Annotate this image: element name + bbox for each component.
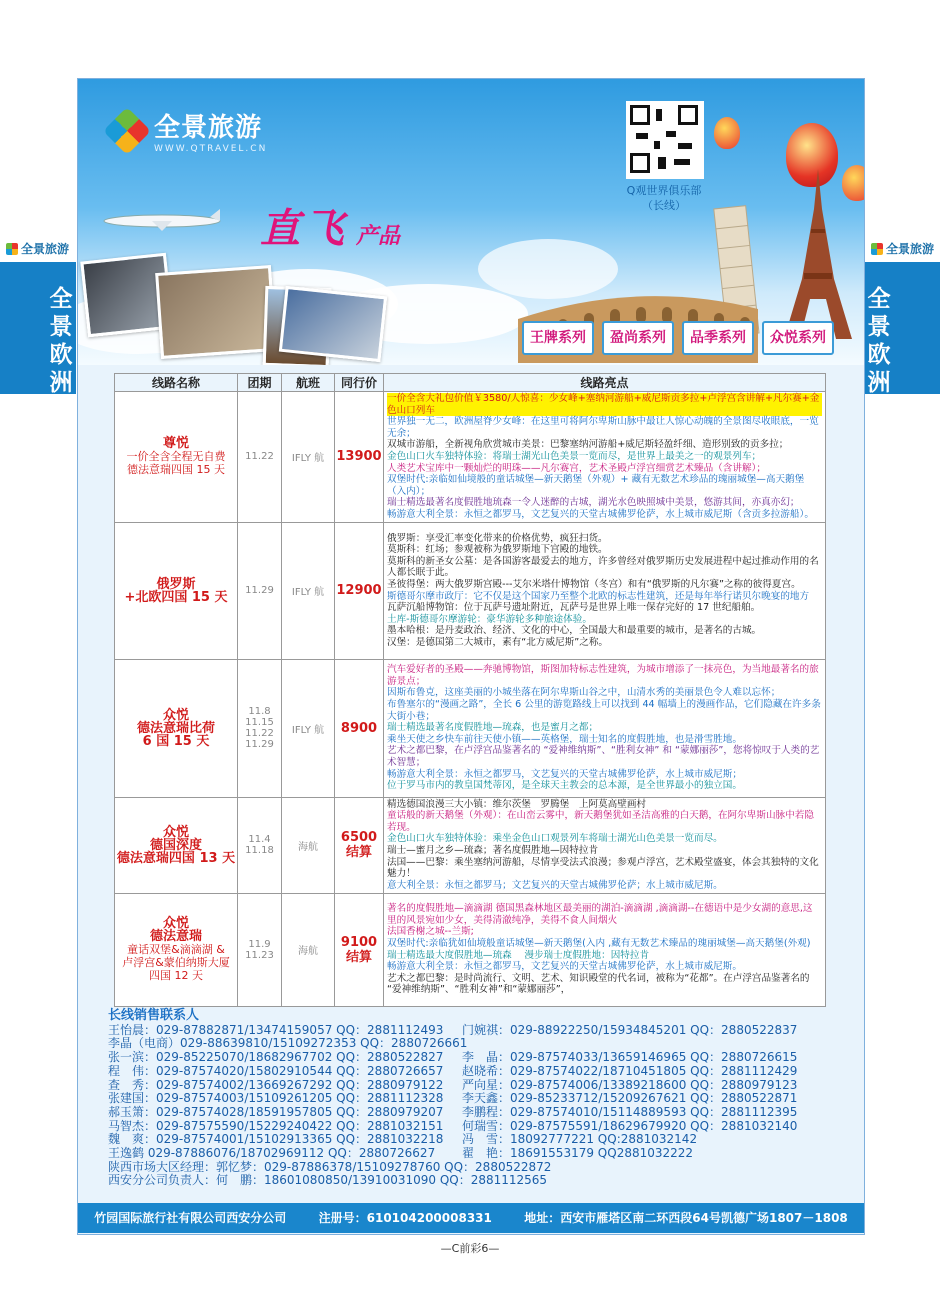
balloon-icon [714,117,740,149]
brochure-panel [77,78,865,1235]
route-highlights: 一价全含大礼包价值￥3580/人惊喜：少女峰+塞纳河游船+威尼斯贡多拉+卢浮宫含讲解+凡尔赛+金色山口列车 世界独一无二，欧洲屋脊少女峰：在这里可将阿尔卑斯山脉中最让人惊心动魄的全景图尽收眼底，一览无余； 双城市游船，全新视角欣赏城市美景：巴黎塞纳河游船+威尼斯轻盈纤细、造形别致的贡多拉； 金色山口火车独特体验：将瑞士湖光山色美景一览而尽，是世界上最美之一的观景列车； 人类艺术宝库中一颗灿烂的明珠——凡尔赛宫，艺术圣殿卢浮宫细赏艺术臻品（含讲解）； 双堡时代:亲临如仙境般的童话城堡—新天鹅堡（外观）+ 藏有无数艺术珍品的瑰丽城堡—高天鹅堡（入内）； 瑞士精选最著名度假胜地琉森一令人迷醉的古城，湖光水色映照城中美景，悠游其间，亦真亦幻； 畅游意大利全景：永恒之都罗马，文艺复兴的天堂古城佛罗伦萨，水上城市威尼斯（含贡多拉游船）。 [384,392,826,523]
contact-entry: 王怡晨：029-87882871/13474159057 QQ：2881112493 [108,1022,444,1037]
route-name: 众悦 德法意瑞 童话双堡&滴滴湖 & 卢浮宫&蒙伯纳斯大厦 四国 12 天 [115,893,238,1006]
contact-entry: 张建国：029-87574003/15109261205 QQ：2881112328 [108,1091,444,1106]
table-row [115,659,826,797]
route-flight: IFLY 航 [282,522,335,659]
contact-rows [108,1024,848,1188]
contact-entry: 张一滨：029-85225070/18682967702 QQ：2880522827 [108,1050,444,1065]
logo-cube-icon [6,243,18,255]
right-side-text: 全 景 欧 洲 [867,286,891,396]
route-dates: 11.9 11.23 [238,893,282,1006]
brand-logo: 全景旅游 WWW.QTRAVEL.CN [110,107,267,154]
route-dates: 11.4 11.18 [238,797,282,893]
table-row [115,893,826,1006]
route-dates: 11.22 [238,392,282,523]
route-name: 众悦 德法意瑞比荷 6 国 15 天 [115,659,238,797]
route-flight: IFLY 航 [282,392,335,523]
contact-row [108,1106,848,1120]
route-flight: 海航 [282,893,335,1006]
photo-street [155,265,277,359]
brand-cube-icon [103,106,151,154]
banner [78,79,864,365]
contact-entry: 何瑞雪：029-87575591/18629679920 QQ：2881032140 [462,1118,798,1133]
route-price: 12900 [335,522,384,659]
contact-entry: 李 晶：029-87574033/13659146965 QQ：2880726615 [462,1050,798,1065]
contact-row [108,1133,848,1147]
footer-bar [78,1203,864,1233]
footer-reg: 注册号：610104200008331 [318,1211,492,1225]
right-side-logo: 全景旅游 [871,240,934,257]
contact-entry: 查 秀：029-87574002/13669267292 QQ：2880979122 [108,1077,444,1092]
eiffel-tower-icon [778,169,858,339]
series-button-yingshang[interactable]: 盈尚系列 [602,321,674,355]
contact-entry: 程 伟：029-87574020/15802910544 QQ：2880726657 [108,1063,444,1078]
photo-bus [279,286,387,362]
contact-entry: 西安分公司负责人：何 鹏：18601080850/13910031090 QQ：2881112565 [108,1173,548,1188]
footer-address: 地址：西安市雁塔区南二环西段64号凯德广场1807－1808 [524,1211,848,1225]
contact-row [108,1051,848,1065]
contacts-title: 长线销售联系人 [108,1008,200,1023]
contact-row [108,1092,848,1106]
contact-entry: 严向星：029-87574006/13389218600 QQ：2880979123 [462,1077,798,1092]
route-price: 6500 结算 [335,797,384,893]
route-flight: 海航 [282,797,335,893]
contact-entry: 门婉祺：029-88922250/15934845201 QQ：2880522837 [462,1022,798,1037]
footer-company: 竹园国际旅行社有限公司西安分公司 [94,1211,287,1225]
contact-entry: 陕西市场大区经理：郭忆梦：029-87886378/15109278760 QQ：2880522872 [108,1159,552,1174]
contact-entry: 冯 雪：18092777221 QQ:2881032142 [462,1132,698,1147]
contact-entry: 翟 艳：18691553179 QQ2881032222 [462,1146,694,1161]
series-button-wangpai[interactable]: 王牌系列 [522,321,594,355]
route-name: 众悦 德国深度 德法意瑞四国 13 天 [115,797,238,893]
route-highlights: 精选德国浪漫三大小镇：维尔茨堡 罗腾堡 上阿莫高壁画村 童话般的新天鹅堡（外观）：在山峦云雾中，新天鹅堡犹如圣洁高雅的白天鹅，在阿尔卑斯山脉中若隐若现。 金色山口火车独特体验：乘坐金色山口观景列车将瑞士湖光山色美景一览而尽。 瑞士—蜜月之乡—琉森；著名度假胜地—因特拉肯 法国——巴黎：乘坐塞纳河游船，尽情享受法式浪漫；参观卢浮宫，艺术殿堂盛宴，体会其独特的文化魅力！ 意大利全景：永恒之都罗马；文艺复兴的天堂古城佛罗伦萨；水上城市威尼斯。 [384,797,826,893]
route-flight: IFLY 航 [282,659,335,797]
contact-row [108,1174,848,1188]
routes-table [114,373,826,1007]
contact-entry: 赵晓希：029-87574022/18710451805 QQ：2881112429 [462,1063,798,1078]
contact-entry: 李天鑫：029-85233712/15209267621 QQ：2880522871 [462,1091,798,1106]
header-dates: 团期 [238,374,282,392]
route-highlights: 著名的度假胜地—滴滴湖 德国黑森林地区最美丽的湖泊-滴滴湖 ,滴滴湖--在德语中是少女湖的意思,这里的风景宛如少女，美得清澈纯净，美得不食人间烟火 法国香榭之城--兰斯; 双堡时代:亲临犹如仙境般童话城堡—新天鹅堡(入内 ,藏有无数艺术臻品的瑰丽城堡—高天鹅堡(外观) 瑞士精选最大度假胜地—琉森 漫步瑞士度假胜地：因特拉肯 畅游意大利全景：永恒之都罗马，文艺复兴的天堂古城佛罗伦萨，水上城市威尼斯。 艺术之都巴黎：是时尚流行、文明、艺术、知识殿堂的代名词，被称为“花都”。在卢浮宫品鉴著名的 “爱神维纳斯”、“胜利女神”和“蒙娜丽莎”， [384,893,826,1006]
series-button-pinji[interactable]: 品季系列 [682,321,754,355]
route-price: 9100 结算 [335,893,384,1006]
qr-caption: Q观世界俱乐部 （长线） [626,184,702,212]
header-price: 同行价 [335,374,384,392]
sales-contacts [108,1009,848,1188]
header-flight: 航班 [282,374,335,392]
qr-code [626,101,704,179]
contact-entry: 马智杰：029-87575590/15229240422 QQ：2881032151 [108,1118,444,1133]
header-route-name: 线路名称 [115,374,238,392]
contact-row [108,1065,848,1079]
left-side-logo: 全景旅游 [6,240,69,257]
contact-entry: 王逸鹤 029-87886076/18702969112 QQ：2880726627 [108,1146,436,1161]
route-highlights: 俄罗斯：享受汇率变化带来的价格优势，疯狂扫货。 莫斯科：红场；参观被称为俄罗斯地下宫殿的地铁。 莫斯科的新圣女公墓：是各国游客最爱去的地方，许多曾经对俄罗斯历史发展进程中起过推动作用的名人都长眠于此。 圣彼得堡：两大俄罗斯宫殿---艾尔米塔什博物馆（冬宫）和有“俄罗斯的凡尔赛”之称的彼得夏宫。 斯德哥尔摩市政厅：它不仅是这个国家乃至整个北欧的标志性建筑，还是每年举行诺贝尔晚宴的地方 瓦萨沉船博物馆：位于瓦萨号遗址附近，瓦萨号是世界上唯一保存完好的 17 世纪船舶。 土库-斯德哥尔摩游轮：豪华游轮多种旅途体验。 墨本哈根：是丹麦政治、经济、文化的中心，全国最大和最重要的城市，是著名的古城。 汉堡：是德国第二大城市，素有“北方威尼斯”之称。 [384,522,826,659]
route-dates: 11.8 11.15 11.22 11.29 [238,659,282,797]
series-button-zhongyue[interactable]: 众悦系列 [762,321,834,355]
table-header-row [115,374,826,392]
page-number: —C前彩6— [440,1242,500,1255]
contact-entry: 李晶（电商）029-88639810/15109272353 QQ：2880726661 [108,1036,468,1051]
contact-entry: 郝玉箫：029-87574028/18591957805 QQ：2880979207 [108,1104,444,1119]
title-sub: 产品 [356,224,401,249]
route-name: 尊悦 一价全含全程无自费 德法意瑞四国 15 天 [115,392,238,523]
table-row [115,522,826,659]
route-dates: 11.29 [238,522,282,659]
logo-cube-icon [871,243,883,255]
route-price: 8900 [335,659,384,797]
airplane-icon [102,209,222,231]
title-main: 直飞 [260,206,348,252]
contact-entry: 李鹏程：029-87574010/15114889593 QQ：2881112395 [462,1104,798,1119]
table-row [115,392,826,523]
route-price: 13900 [335,392,384,523]
left-side-text: 全 景 欧 洲 [49,286,73,396]
route-highlights: 汽车爱好者的圣殿——奔驰博物馆，斯图加特标志性建筑，为城市增添了一抹亮色，为当地最著名的旅游景点； 因斯布鲁克，这座美丽的小城坐落在阿尔卑斯山谷之中，山清水秀的美丽景色令人难以忘怀； 布鲁塞尔的“漫画之路”，全长 6 公里的游览路线上可以找到 44 幅墙上的漫画作品，它们隐藏在许多条大街小巷； 瑞士精选最著名度假胜地—琉森，也是蜜月之都； 乘坐天使之乡快车前往天使小镇——英格堡，瑞士知名的度假胜地，也是滑雪胜地。 艺术之都巴黎，在卢浮宫品鉴著名的 “爱神维纳斯”、“胜利女神” 和 “蒙娜丽莎”，您将惊叹于人类的艺术智慧； 畅游意大利全景：永恒之都罗马，文艺复兴的天堂古城佛罗伦萨，水上城市威尼斯； 位于罗马市内的教皇国梵蒂冈，是全球天主教会的总本源，是全世界最小的独立国。 [384,659,826,797]
route-name: 俄罗斯 +北欧四国 15 天 [115,522,238,659]
contact-entry: 魏 爽：029-87574001/15102913365 QQ：2881032218 [108,1132,444,1147]
contact-row [108,1147,848,1161]
header-highlights: 线路亮点 [384,374,826,392]
contact-row [108,1120,848,1134]
table-row [115,797,826,893]
